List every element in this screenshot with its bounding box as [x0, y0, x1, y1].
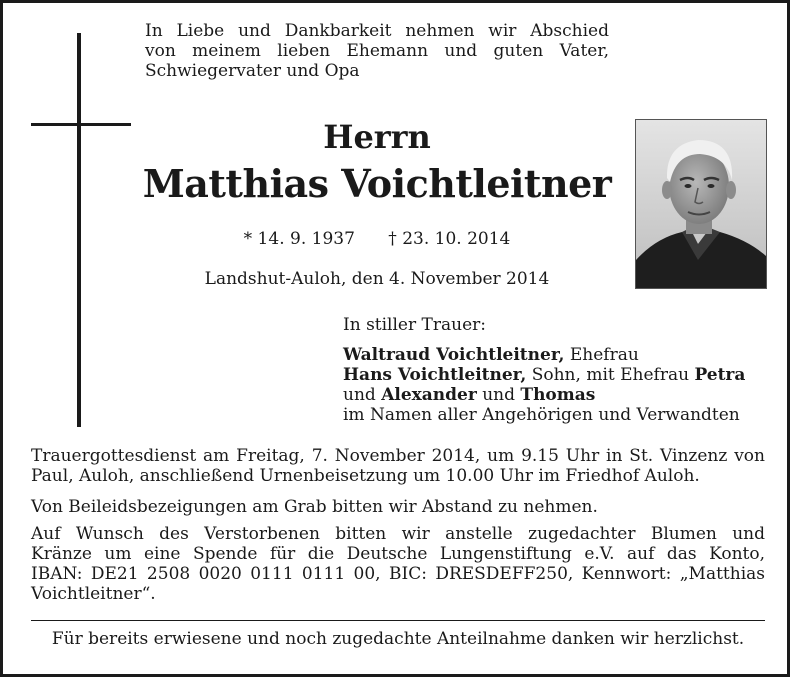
- mourners-header: In stiller Trauer:: [343, 315, 486, 335]
- footer-thanks: Für bereits erwiesene und noch zugedachte Anteilnahme danken wir herzlichst.: [51, 629, 745, 649]
- intro-line: Schwiegervater und Opa: [145, 61, 360, 81]
- service-info: [31, 446, 765, 486]
- mourner-name: Alexander: [381, 385, 477, 405]
- donation-line: IBAN: DE21 2508 0020 0111 0111 00, BIC: DRESDEFF250, Kennwort: „Matthias: [31, 564, 765, 584]
- footer-divider: [31, 620, 765, 621]
- mourner-name: Waltraud Voichtleitner,: [343, 345, 565, 365]
- life-dates: [145, 227, 609, 251]
- intro-text: [145, 21, 609, 81]
- mourner-name: Thomas: [520, 385, 596, 405]
- cross-vertical-bar: [77, 33, 81, 427]
- donation-line: Voichtleitner“.: [31, 584, 156, 604]
- salutation: Herrn: [323, 118, 431, 156]
- mourner-connector: und: [343, 385, 382, 405]
- birth-date: * 14. 9. 1937: [243, 229, 355, 249]
- mourner-line: im Namen aller Angehörigen und Verwandten: [343, 405, 740, 425]
- portrait-photo: [635, 119, 767, 289]
- mourner-line: [343, 385, 768, 405]
- mourner-line: [343, 365, 768, 385]
- condolence-line: Von Beileidsbezeigungen am Grab bitten wir Abstand zu nehmen.: [31, 497, 598, 517]
- deceased-name: Matthias Voichtleitner: [142, 161, 612, 206]
- intro-line: In Liebe und Dankbarkeit nehmen wir Abschied: [145, 21, 609, 41]
- donation-info: [31, 524, 765, 604]
- place-and-date: Landshut-Auloh, den 4. November 2014: [204, 269, 550, 289]
- donation-line: Kränze um eine Spende für die Deutsche Lungenstiftung e.V. auf das Konto,: [31, 544, 765, 564]
- mourner-line: [343, 345, 768, 365]
- mourner-connector: und: [476, 385, 521, 405]
- mourner-relation: Ehefrau: [564, 345, 639, 365]
- mourner-name: Hans Voichtleitner,: [343, 365, 527, 385]
- portrait-image: [636, 120, 766, 288]
- condolence-note: [31, 497, 765, 517]
- cross-horizontal-bar: [31, 123, 131, 126]
- donation-line: Auf Wunsch des Verstorbenen bitten wir anstelle zugedachter Blumen und: [31, 524, 765, 544]
- mourner-name: Petra: [694, 365, 746, 385]
- service-line: Paul, Auloh, anschließend Urnenbeisetzung um 10.00 Uhr im Friedhof Auloh.: [31, 466, 700, 486]
- mourners-list: [343, 315, 768, 425]
- service-line: Trauergottesdienst am Freitag, 7. November 2014, um 9.15 Uhr in St. Vinzenz von: [31, 446, 765, 466]
- intro-line: von meinem lieben Ehemann und guten Vater,: [145, 41, 609, 61]
- mourner-relation: Sohn, mit Ehefrau: [526, 365, 695, 385]
- death-date: † 23. 10. 2014: [388, 229, 511, 249]
